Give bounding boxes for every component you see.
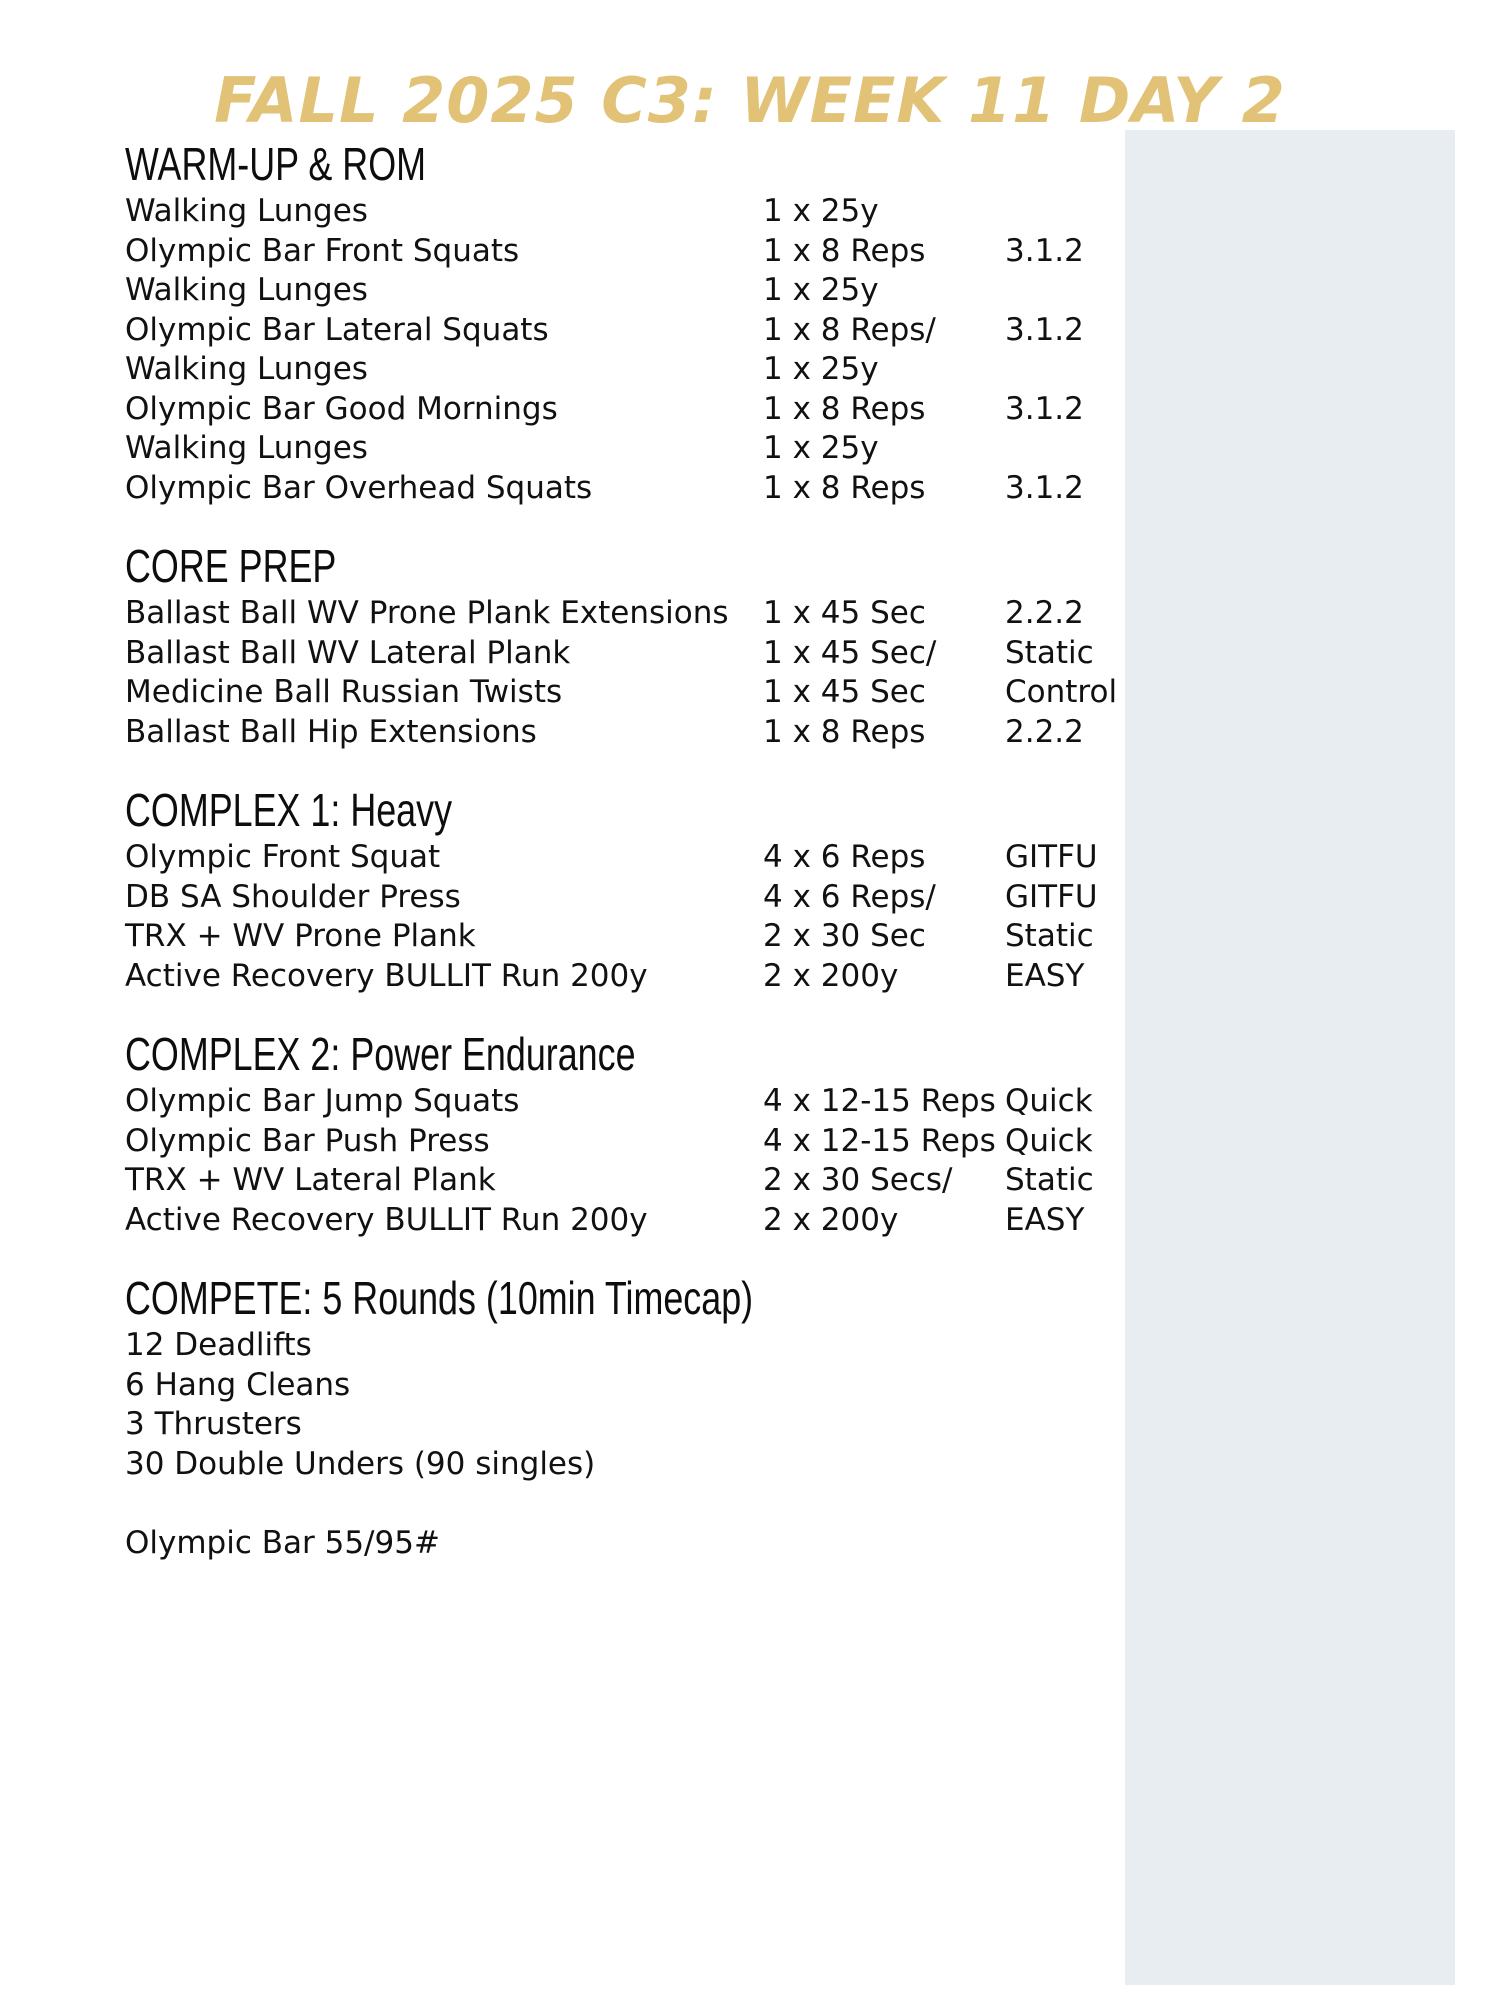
exercise-sets: 1 x 25y bbox=[763, 272, 879, 308]
exercise-row bbox=[125, 957, 1125, 997]
compete-item: 30 Double Unders (90 singles) bbox=[125, 1445, 596, 1482]
exercise-sets: 2 x 200y bbox=[763, 957, 899, 994]
page-title: FALL 2025 C3: WEEK 11 DAY 2 bbox=[214, 63, 1286, 137]
exercise-name: Ballast Ball WV Lateral Plank bbox=[125, 634, 571, 671]
exercise-name: Olympic Bar Jump Squats bbox=[125, 1083, 520, 1119]
exercise-row bbox=[125, 192, 1125, 232]
exercise-tempo: 3.1.2 bbox=[1005, 311, 1084, 348]
exercise-tempo: 2.2.2 bbox=[1005, 595, 1084, 631]
exercise-row bbox=[125, 1201, 1125, 1241]
spacer bbox=[125, 1484, 1125, 1524]
exercise-name: Olympic Bar Overhead Squats bbox=[125, 469, 593, 506]
exercise-sets: 1 x 8 Reps bbox=[763, 469, 926, 506]
exercise-tempo: GITFU bbox=[1005, 839, 1098, 875]
exercise-tempo: EASY bbox=[1005, 957, 1085, 994]
exercise-row bbox=[125, 713, 1125, 753]
workout-content bbox=[125, 138, 1125, 1595]
exercise-tempo: Static bbox=[1005, 918, 1094, 954]
section-warm-up bbox=[125, 138, 1125, 508]
exercise-sets: 1 x 45 Sec bbox=[763, 674, 926, 710]
exercise-sets: 1 x 25y bbox=[763, 351, 879, 387]
exercise-name: Olympic Bar Push Press bbox=[125, 1122, 490, 1159]
exercise-sets: 4 x 12-15 Reps bbox=[763, 1122, 996, 1159]
section-compete bbox=[125, 1272, 1125, 1563]
compete-item: 6 Hang Cleans bbox=[125, 1366, 351, 1403]
section-complex-1 bbox=[125, 784, 1125, 996]
exercise-sets: 1 x 8 Reps bbox=[763, 390, 926, 427]
exercise-tempo: Control bbox=[1005, 674, 1118, 710]
exercise-sets: 1 x 8 Reps/ bbox=[763, 311, 936, 348]
exercise-tempo: 3.1.2 bbox=[1005, 390, 1084, 427]
exercise-tempo: EASY bbox=[1005, 1201, 1085, 1238]
exercise-sets: 1 x 8 Reps bbox=[763, 713, 926, 750]
compete-item: 12 Deadlifts bbox=[125, 1327, 312, 1363]
exercise-sets: 4 x 12-15 Reps bbox=[763, 1083, 996, 1119]
exercise-name: TRX + WV Lateral Plank bbox=[125, 1162, 496, 1198]
exercise-sets: 1 x 45 Sec/ bbox=[763, 634, 937, 671]
exercise-row bbox=[125, 429, 1125, 469]
section-heading: COMPETE: 5 Rounds (10min Timecap) bbox=[125, 1272, 754, 1324]
exercise-sets: 4 x 6 Reps/ bbox=[763, 878, 936, 915]
side-notes-panel bbox=[1125, 130, 1455, 1985]
exercise-row bbox=[125, 232, 1125, 272]
exercise-row bbox=[125, 878, 1125, 918]
exercise-name: Olympic Front Squat bbox=[125, 839, 441, 875]
exercise-row bbox=[125, 350, 1125, 390]
exercise-sets: 2 x 30 Secs/ bbox=[763, 1162, 953, 1198]
section-complex-2 bbox=[125, 1028, 1125, 1240]
exercise-name: Ballast Ball WV Prone Plank Extensions bbox=[125, 595, 729, 631]
exercise-name: Walking Lunges bbox=[125, 272, 368, 308]
section-heading: CORE PREP bbox=[125, 540, 337, 592]
exercise-name: Medicine Ball Russian Twists bbox=[125, 674, 563, 710]
exercise-name: DB SA Shoulder Press bbox=[125, 878, 461, 915]
exercise-tempo: Quick bbox=[1005, 1083, 1093, 1119]
exercise-sets: 2 x 30 Sec bbox=[763, 918, 926, 954]
exercise-tempo: Quick bbox=[1005, 1122, 1093, 1159]
exercise-sets: 2 x 200y bbox=[763, 1201, 899, 1238]
section-core-prep bbox=[125, 540, 1125, 752]
exercise-row bbox=[125, 1122, 1125, 1162]
exercise-row bbox=[125, 311, 1125, 351]
exercise-name: Walking Lunges bbox=[125, 430, 368, 466]
exercise-sets: 1 x 45 Sec bbox=[763, 595, 926, 631]
exercise-tempo: GITFU bbox=[1005, 878, 1098, 915]
exercise-name: Olympic Bar Lateral Squats bbox=[125, 311, 549, 348]
exercise-tempo: 3.1.2 bbox=[1005, 469, 1084, 506]
exercise-row bbox=[125, 1082, 1125, 1122]
exercise-row bbox=[125, 271, 1125, 311]
exercise-name: Ballast Ball Hip Extensions bbox=[125, 713, 537, 750]
exercise-name: Olympic Bar Front Squats bbox=[125, 232, 520, 269]
section-heading: COMPLEX 2: Power Endurance bbox=[125, 1028, 636, 1080]
compete-item: 3 Thrusters bbox=[125, 1406, 302, 1442]
exercise-tempo: 3.1.2 bbox=[1005, 232, 1084, 269]
exercise-name: Walking Lunges bbox=[125, 351, 368, 387]
exercise-tempo: Static bbox=[1005, 1162, 1094, 1198]
exercise-tempo: 2.2.2 bbox=[1005, 713, 1084, 750]
exercise-row bbox=[125, 838, 1125, 878]
exercise-row bbox=[125, 594, 1125, 634]
section-heading: COMPLEX 1: Heavy bbox=[125, 784, 453, 836]
exercise-tempo: Static bbox=[1005, 634, 1094, 671]
exercise-name: TRX + WV Prone Plank bbox=[125, 918, 476, 954]
exercise-sets: 1 x 25y bbox=[763, 193, 879, 229]
section-heading: WARM-UP & ROM bbox=[125, 138, 426, 190]
exercise-name: Walking Lunges bbox=[125, 193, 368, 229]
exercise-sets: 1 x 8 Reps bbox=[763, 232, 926, 269]
exercise-row bbox=[125, 390, 1125, 430]
exercise-row bbox=[125, 917, 1125, 957]
exercise-name: Active Recovery BULLIT Run 200y bbox=[125, 957, 648, 994]
exercise-row bbox=[125, 1161, 1125, 1201]
exercise-row bbox=[125, 469, 1125, 509]
exercise-row bbox=[125, 634, 1125, 674]
exercise-name: Active Recovery BULLIT Run 200y bbox=[125, 1201, 648, 1238]
exercise-sets: 1 x 25y bbox=[763, 430, 879, 466]
exercise-name: Olympic Bar Good Mornings bbox=[125, 390, 558, 427]
exercise-row bbox=[125, 673, 1125, 713]
exercise-sets: 4 x 6 Reps bbox=[763, 839, 926, 875]
compete-note: Olympic Bar 55/95# bbox=[125, 1524, 440, 1561]
